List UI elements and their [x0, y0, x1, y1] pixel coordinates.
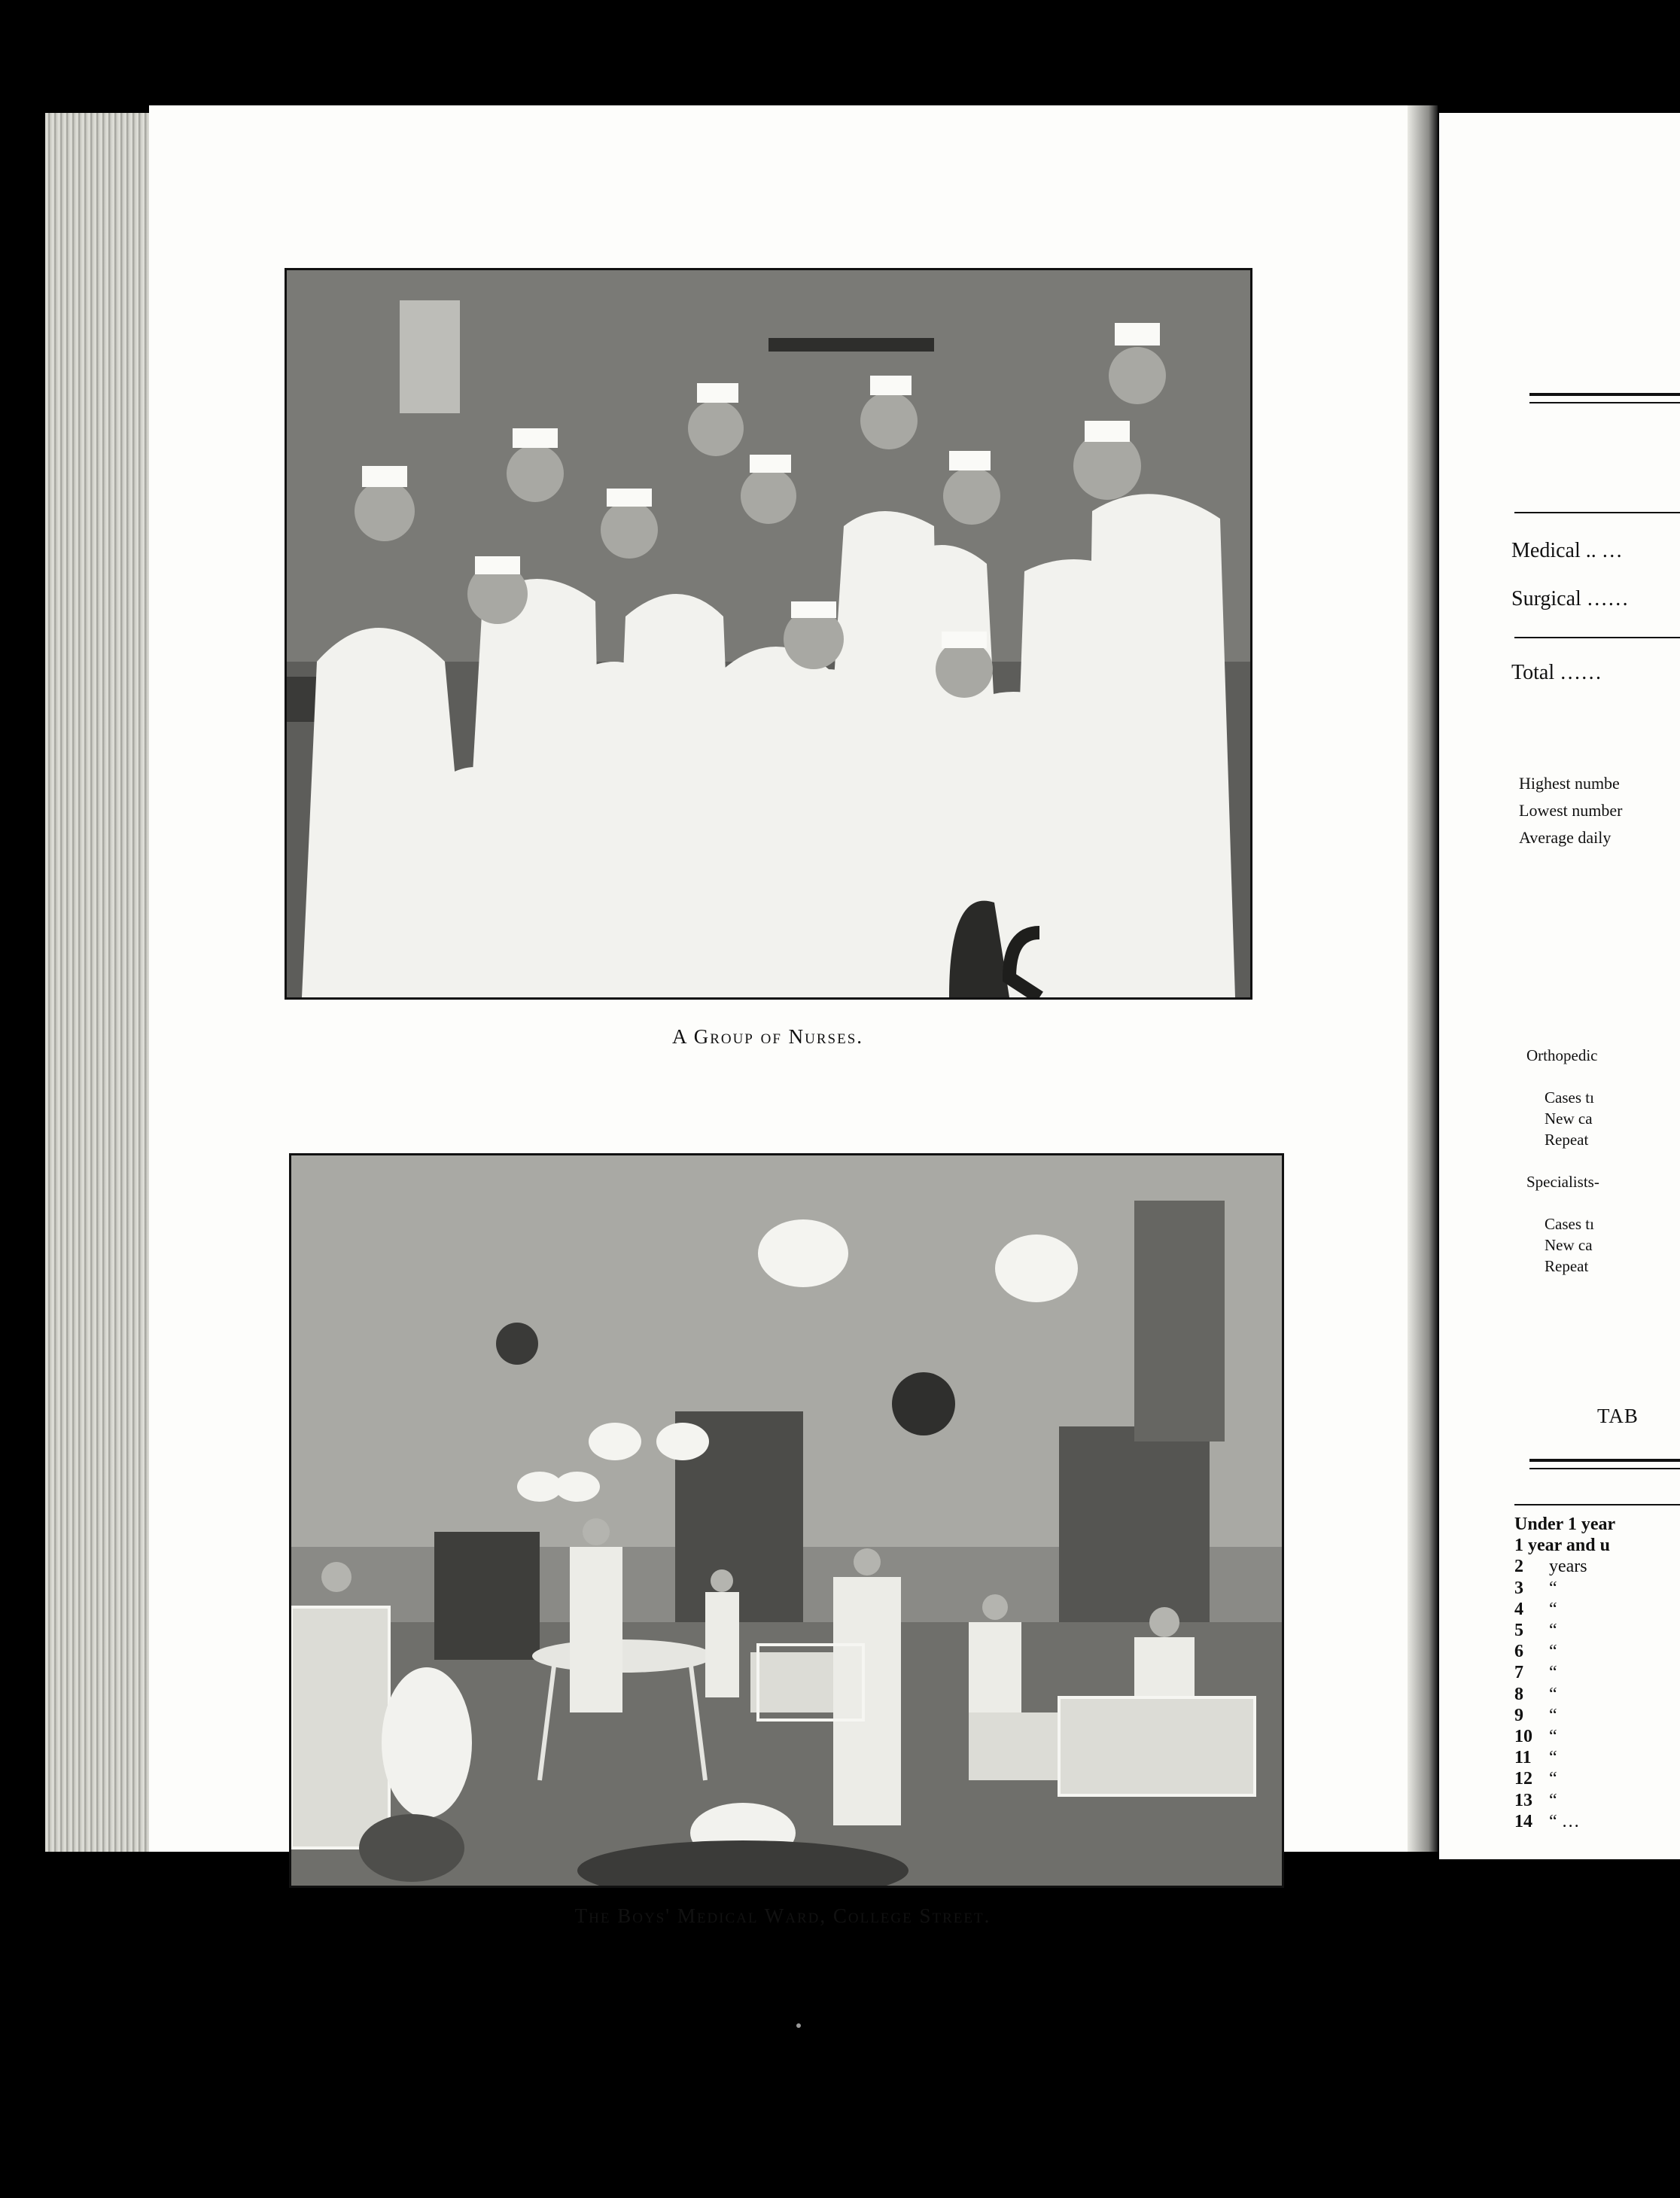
age-row-unit: “	[1549, 1663, 1557, 1683]
orthopedic-heading: Orthopedic	[1526, 1046, 1598, 1064]
age-table-top-rule	[1529, 1459, 1680, 1462]
age-row	[1514, 1791, 1557, 1810]
orthopedic-item: Repeat	[1545, 1131, 1589, 1149]
age-row-unit: “	[1549, 1599, 1557, 1619]
specialists-item: Repeat	[1545, 1257, 1589, 1275]
age-row	[1514, 1748, 1557, 1767]
age-row-unit: “	[1549, 1578, 1557, 1598]
age-row-number: 9	[1514, 1705, 1523, 1725]
specialists-heading: Specialists-	[1526, 1173, 1599, 1191]
scan-top-band	[0, 0, 1680, 69]
stat-highest: Highest numbe	[1519, 774, 1620, 793]
age-row-unit: “	[1549, 1790, 1557, 1810]
specialists-item: New ca	[1545, 1236, 1593, 1254]
age-row-unit: “	[1549, 1727, 1557, 1746]
age-row	[1514, 1578, 1557, 1598]
right-page	[1439, 113, 1680, 1859]
age-row-number: 13	[1514, 1790, 1532, 1810]
age-row	[1514, 1727, 1557, 1746]
age-table-header-rule	[1514, 1504, 1680, 1505]
header-rule	[1514, 512, 1680, 513]
row-surgical: Surgical ……	[1511, 587, 1629, 610]
table-heading: TAB	[1597, 1405, 1639, 1427]
dust-speck	[796, 2023, 801, 2028]
row-total: Total ……	[1511, 661, 1602, 684]
age-row-unit: “	[1549, 1769, 1557, 1789]
age-row-number: 3	[1514, 1578, 1523, 1598]
table-top-rule	[1529, 393, 1680, 396]
age-row	[1514, 1557, 1587, 1576]
orthopedic-item: New ca	[1545, 1110, 1593, 1128]
age-row-unit: “ …	[1549, 1811, 1580, 1831]
age-row	[1514, 1536, 1621, 1555]
age-row	[1514, 1621, 1557, 1640]
age-row-unit: “	[1549, 1642, 1557, 1662]
age-row-unit: “	[1549, 1621, 1557, 1640]
total-rule	[1514, 637, 1680, 638]
age-row-number: 2	[1514, 1557, 1523, 1577]
age-row	[1514, 1706, 1557, 1725]
age-row-number: 1 year and u	[1514, 1536, 1610, 1556]
table-top-rule-thin	[1529, 402, 1680, 403]
age-row-number: 12	[1514, 1769, 1532, 1789]
age-row-unit: “	[1549, 1684, 1557, 1704]
age-row-unit: “	[1549, 1705, 1557, 1725]
age-row-number: 6	[1514, 1642, 1523, 1662]
age-row-number: 8	[1514, 1684, 1523, 1704]
age-row	[1514, 1663, 1557, 1682]
age-row-unit: “	[1549, 1748, 1557, 1768]
photo-boys-medical-ward	[289, 1153, 1284, 1888]
age-row	[1514, 1812, 1580, 1831]
age-row-number: 14	[1514, 1811, 1532, 1831]
row-medical: Medical .. …	[1511, 539, 1623, 562]
age-row-number: 5	[1514, 1621, 1523, 1640]
age-row	[1514, 1685, 1557, 1704]
caption-group-of-nurses: A Group of Nurses.	[671, 1025, 864, 1048]
age-row-number: 7	[1514, 1663, 1523, 1683]
book-fore-edge	[45, 113, 158, 1852]
age-row	[1514, 1642, 1557, 1661]
age-row	[1514, 1515, 1626, 1534]
age-row-number: 4	[1514, 1599, 1523, 1619]
age-row-unit: years	[1549, 1557, 1587, 1577]
stat-average: Average daily	[1519, 828, 1612, 847]
age-row-number: 11	[1514, 1748, 1532, 1768]
age-row	[1514, 1769, 1557, 1789]
book-gutter	[1408, 105, 1438, 1852]
age-row-number: 10	[1514, 1727, 1532, 1746]
specialists-item: Cases tı	[1545, 1215, 1594, 1233]
age-row-number: Under 1 year	[1514, 1515, 1616, 1534]
age-table-top-rule-thin	[1529, 1468, 1680, 1469]
photo-group-of-nurses	[285, 268, 1252, 1000]
age-row	[1514, 1600, 1557, 1619]
caption-boys-medical-ward: The Boys' Medical Ward, College Street.	[574, 1904, 991, 1927]
stat-lowest: Lowest number	[1519, 801, 1623, 820]
orthopedic-item: Cases tı	[1545, 1088, 1594, 1107]
